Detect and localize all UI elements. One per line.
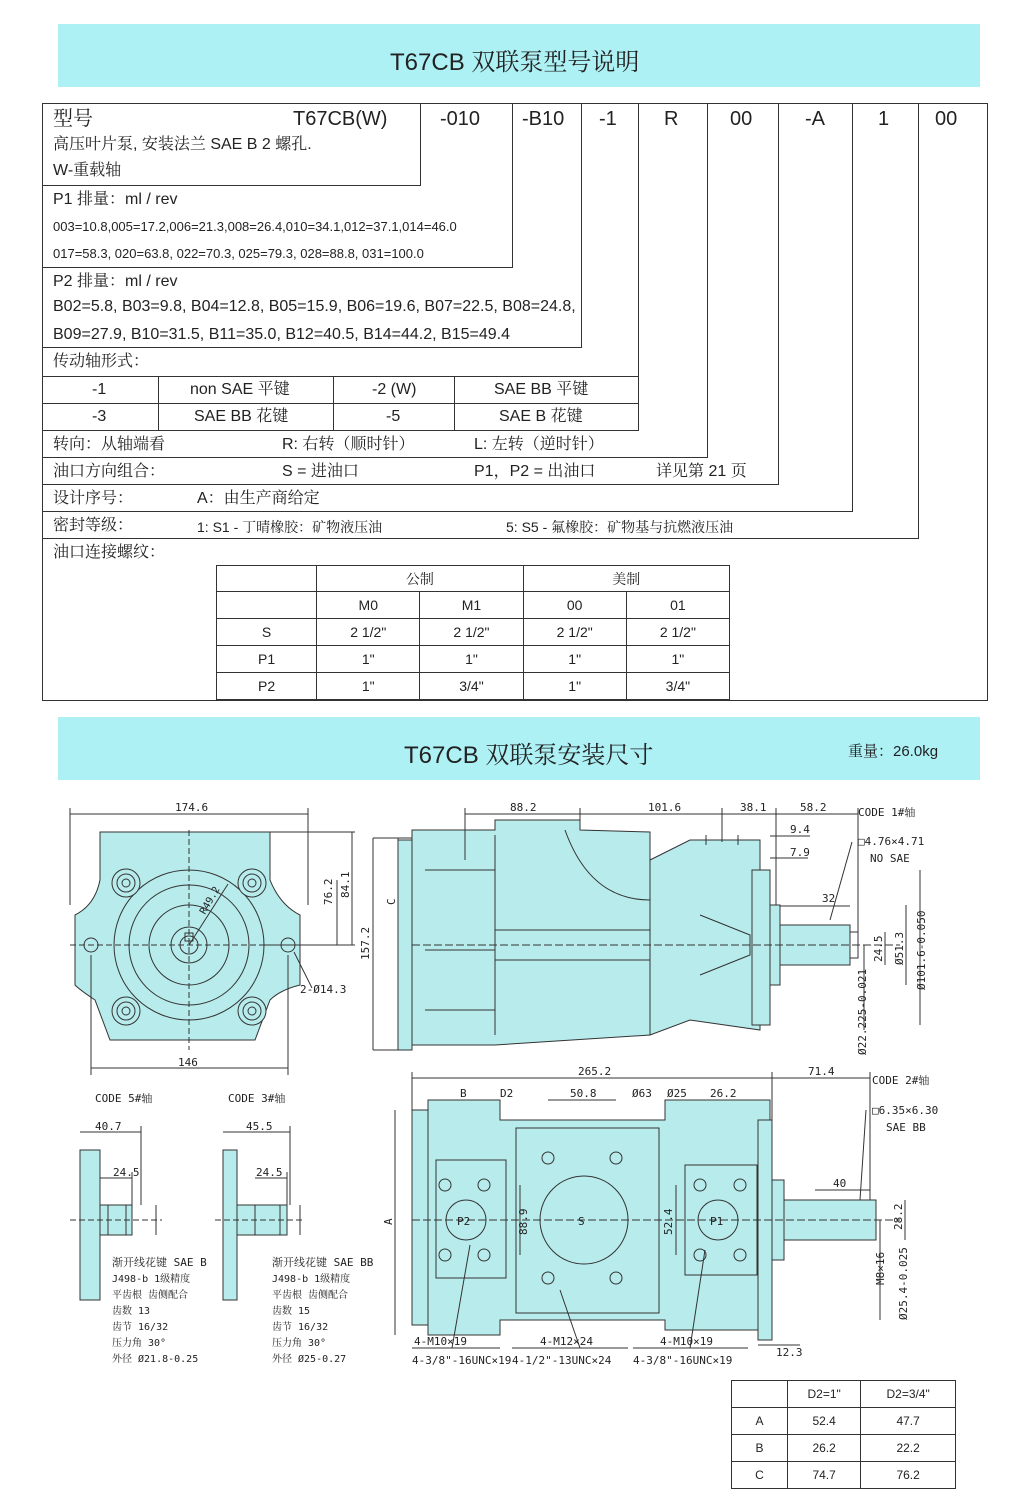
code-port: 00 xyxy=(730,108,753,130)
dim-262: 26.2 xyxy=(710,1087,737,1100)
dim-1016b: Ø101.6-0.050 xyxy=(915,910,928,990)
code5-label: CODE 5#轴 xyxy=(95,1092,153,1105)
dim-841: 84.1 xyxy=(339,871,352,898)
thread-cell: 1" xyxy=(523,673,626,700)
spline5-line: 平齿根 齿侧配合 xyxy=(112,1290,189,1301)
spline5-line: 压力角 30° xyxy=(112,1338,167,1349)
thread-cell: 2 1/2" xyxy=(626,619,729,646)
code-seal: 1 xyxy=(878,108,890,130)
dim-146: 146 xyxy=(178,1056,198,1069)
dim-245b: 24.5 xyxy=(113,1166,140,1179)
spline3-spec xyxy=(272,1255,374,1365)
code-design: -A xyxy=(805,108,825,130)
key1: □4.76×4.71 xyxy=(858,835,925,848)
shaft-desc-3: SAE BB 花键 xyxy=(194,408,289,425)
dim-m8: M8×16 xyxy=(874,1251,887,1285)
installation-drawing xyxy=(0,790,1017,1390)
weight: 重量：26.0kg xyxy=(848,743,939,760)
dim-282: 28.2 xyxy=(892,1203,905,1230)
dim-714: 71.4 xyxy=(808,1065,835,1078)
thread-row-label: P2 xyxy=(217,673,317,700)
rotation-label: 转向：从轴端看 xyxy=(53,436,166,453)
spline5-line: 齿数 13 xyxy=(112,1306,151,1317)
front-view xyxy=(70,808,355,1075)
side-view xyxy=(373,808,920,1050)
spline3-line: 平齿根 齿侧配合 xyxy=(272,1290,349,1301)
thread-cell: 1" xyxy=(317,646,420,673)
shaft-desc-1: non SAE 平键 xyxy=(190,381,290,398)
model-desc-1: 高压叶片泵, 安装法兰 SAE B 2 螺孔. xyxy=(53,136,312,153)
p1-line-2: 017=58.3, 020=63.8, 022=70.3, 025=79.3, 028=88.8, 031=100.0 xyxy=(53,246,424,261)
dim-32: 32 xyxy=(822,892,836,905)
table-row xyxy=(217,619,730,646)
spline5-line: 渐开线花键 SAE B xyxy=(112,1256,207,1269)
p1-line-1: 003=10.8,005=17.2,006=21.3,008=26.4,010=34.1,012=37.1,014=46.0 xyxy=(53,219,457,234)
shaft-code-5: -5 xyxy=(386,408,401,425)
code-p1: -010 xyxy=(440,108,481,130)
dim-381: 38.1 xyxy=(740,801,767,814)
dim-1016: 101.6 xyxy=(648,801,682,814)
thread-cell: 3/4" xyxy=(626,673,729,700)
d2-cell: 22.2 xyxy=(861,1435,956,1462)
dim-63: Ø63 xyxy=(632,1087,652,1100)
seal-s5: 5: S5 - 氟橡胶：矿物基与抗燃液压油 xyxy=(506,519,734,535)
dim-524: 52.4 xyxy=(662,1208,675,1235)
seal-s1: 1: S1 - 丁晴橡胶：矿物液压油 xyxy=(197,519,383,535)
thread-row-label: S xyxy=(217,619,317,646)
table-row xyxy=(732,1462,956,1489)
rotation-l: L: 左转（逆时针） xyxy=(474,436,604,453)
dim-c: C xyxy=(385,898,398,905)
thread-cell: 1" xyxy=(523,646,626,673)
shaft-desc-5: SAE B 花键 xyxy=(499,408,583,425)
code3-label: CODE 3#轴 xyxy=(228,1092,286,1105)
bolt-hole xyxy=(112,869,140,897)
dim-a: A xyxy=(382,1218,395,1225)
dim-513: Ø51.3 xyxy=(893,931,906,965)
table-row xyxy=(217,646,730,673)
spline5-line: 外径 Ø21.8-0.25 xyxy=(112,1354,199,1365)
p2-title: P2 排量：ml / rev xyxy=(53,273,178,290)
dim-94: 9.4 xyxy=(790,823,810,836)
port-p2: P2 xyxy=(457,1215,471,1228)
spline3-line: J498-b 1级精度 xyxy=(272,1274,351,1285)
p2-line-1: B02=5.8, B03=9.8, B04=12.8, B05=15.9, B06=19.6, B07=22.5, B08=24.8, xyxy=(53,298,576,315)
code-thread: 00 xyxy=(935,108,958,130)
title-banner-1 xyxy=(58,24,980,87)
thread-cell: 1" xyxy=(317,673,420,700)
d2-col-2: D2=3/4" xyxy=(861,1381,956,1408)
d2-col-1: D2=1" xyxy=(788,1381,861,1408)
dim-r: R49.2 xyxy=(198,884,223,917)
spline3-line: 齿节 16/32 xyxy=(272,1322,329,1333)
dim-b: B xyxy=(460,1087,467,1100)
design-label: 设计序号： xyxy=(53,490,134,507)
d2-cell: 74.7 xyxy=(788,1462,861,1489)
code-series: T67CB(W) xyxy=(293,108,388,130)
dim-245: 24.5 xyxy=(872,935,885,962)
dim-508: 50.8 xyxy=(570,1087,597,1100)
dim-882: 88.2 xyxy=(510,801,537,814)
page-title: T67CB 双联泵型号说明 xyxy=(390,49,640,76)
table-row xyxy=(732,1408,956,1435)
dim-123: 12.3 xyxy=(776,1346,803,1359)
bottom-view xyxy=(395,1072,905,1348)
thread-group-metric: 公制 xyxy=(317,566,523,592)
table-row xyxy=(732,1435,956,1462)
nosae: NO SAE xyxy=(870,852,910,865)
bolt3: 4-M10×19 xyxy=(660,1335,713,1348)
shaft-code-3: -3 xyxy=(92,408,107,425)
p2-line-2: B09=27.9, B10=31.5, B11=35.0, B12=40.5, B14=44.2, B15=49.4 xyxy=(53,326,510,343)
title-banner-2 xyxy=(58,717,980,780)
spline3-line: 齿数 15 xyxy=(272,1306,311,1317)
design-value: A：由生产商给定 xyxy=(197,490,320,507)
thread-cell: 1" xyxy=(626,646,729,673)
thread-cell: 1" xyxy=(420,646,523,673)
bolt2b: 4-1/2"-13UNC×24 xyxy=(512,1354,612,1367)
dim-174: 174.6 xyxy=(175,801,209,814)
dim-245c: 24.5 xyxy=(256,1166,283,1179)
p1-title: P1 排量：ml / rev xyxy=(53,191,178,208)
code-rotation: R xyxy=(664,108,679,130)
thread-label: 油口连接螺纹： xyxy=(53,544,166,561)
shaft-title: 传动轴形式： xyxy=(53,353,150,370)
dim-d2: D2 xyxy=(500,1087,514,1100)
d2-row-label: A xyxy=(732,1408,788,1435)
thread-cell: 2 1/2" xyxy=(317,619,420,646)
dim-762: 76.2 xyxy=(322,878,335,905)
port-s: S = 进油口 xyxy=(282,463,359,480)
thread-col-00: 00 xyxy=(523,592,626,619)
d2-cell: 76.2 xyxy=(861,1462,956,1489)
bolt-hole xyxy=(238,869,266,897)
bolt3b: 4-3/8"-16UNC×19 xyxy=(633,1354,733,1367)
thread-col-01: 01 xyxy=(626,592,729,619)
spline3-line: 外径 Ø25-0.27 xyxy=(272,1354,347,1365)
bolt1: 4-M10×19 xyxy=(414,1335,467,1348)
dim-254: Ø25.4-0.025 xyxy=(897,1247,910,1320)
spline3-line: 渐开线花键 SAE BB xyxy=(272,1256,374,1269)
port-p: P1，P2 = 出油口 xyxy=(474,463,596,480)
d2-row-label: B xyxy=(732,1435,788,1462)
shaft-code-1: -1 xyxy=(92,381,107,398)
model-desc-2: W-重载轴 xyxy=(53,162,122,179)
bolt-hole xyxy=(112,997,140,1025)
shaft-desc-2: SAE BB 平键 xyxy=(494,381,589,398)
thread-cell: 3/4" xyxy=(420,673,523,700)
d2-cell: 52.4 xyxy=(788,1408,861,1435)
thread-table xyxy=(216,565,730,700)
d2-row-label: C xyxy=(732,1462,788,1489)
thread-group-imperial: 美制 xyxy=(523,566,729,592)
dim-1572: 157.2 xyxy=(359,926,372,960)
thread-cell: 2 1/2" xyxy=(420,619,523,646)
key2: □6.35×6.30 xyxy=(872,1104,939,1117)
spline5-line: 齿节 16/32 xyxy=(112,1322,169,1333)
spline5-spec xyxy=(112,1255,207,1365)
dim-407: 40.7 xyxy=(95,1120,122,1133)
thread-col-m0: M0 xyxy=(317,592,420,619)
seal-label: 密封等级： xyxy=(53,517,134,534)
d2-table xyxy=(731,1380,956,1489)
dim-889: 88.9 xyxy=(517,1208,530,1235)
bolt2: 4-M12×24 xyxy=(540,1335,593,1348)
port-label: 油口方向组合： xyxy=(53,463,166,480)
saebb: SAE BB xyxy=(886,1121,926,1134)
shaft-code-2: -2 (W) xyxy=(372,381,417,398)
code-shaft: -1 xyxy=(599,108,617,130)
dimension-title: T67CB 双联泵安装尺寸 xyxy=(404,742,654,769)
code1-label: CODE 1#轴 xyxy=(858,806,916,819)
dim-79: 7.9 xyxy=(790,846,810,859)
bolt1b: 4-3/8"-16UNC×19 xyxy=(412,1354,512,1367)
dim-22225: Ø22.225-0.021 xyxy=(856,968,869,1055)
dim-455: 45.5 xyxy=(246,1120,273,1133)
spline5-line: J498-b 1级精度 xyxy=(112,1274,191,1285)
dim-40: 40 xyxy=(833,1177,847,1190)
model-label: 型号 xyxy=(53,108,93,130)
bolt-hole xyxy=(238,997,266,1025)
rotation-r: R: 右转（顺时针） xyxy=(282,436,415,453)
thread-cell: 2 1/2" xyxy=(523,619,626,646)
dim-25: Ø25 xyxy=(667,1087,687,1100)
thread-col-m1: M1 xyxy=(420,592,523,619)
spline3-line: 压力角 30° xyxy=(272,1338,327,1349)
thread-row-label: P1 xyxy=(217,646,317,673)
d2-cell: 47.7 xyxy=(861,1408,956,1435)
port-s-label: S xyxy=(578,1215,585,1228)
port-p1: P1 xyxy=(710,1215,724,1228)
d2-cell: 26.2 xyxy=(788,1435,861,1462)
dim-582: 58.2 xyxy=(800,801,827,814)
dim-2652: 265.2 xyxy=(578,1065,612,1078)
port-note: 详见第 21 页 xyxy=(656,463,747,480)
table-row xyxy=(217,673,730,700)
code-p2: -B10 xyxy=(522,108,565,130)
dim-hole: 2-Ø14.3 xyxy=(300,983,347,996)
code2-label: CODE 2#轴 xyxy=(872,1074,930,1087)
